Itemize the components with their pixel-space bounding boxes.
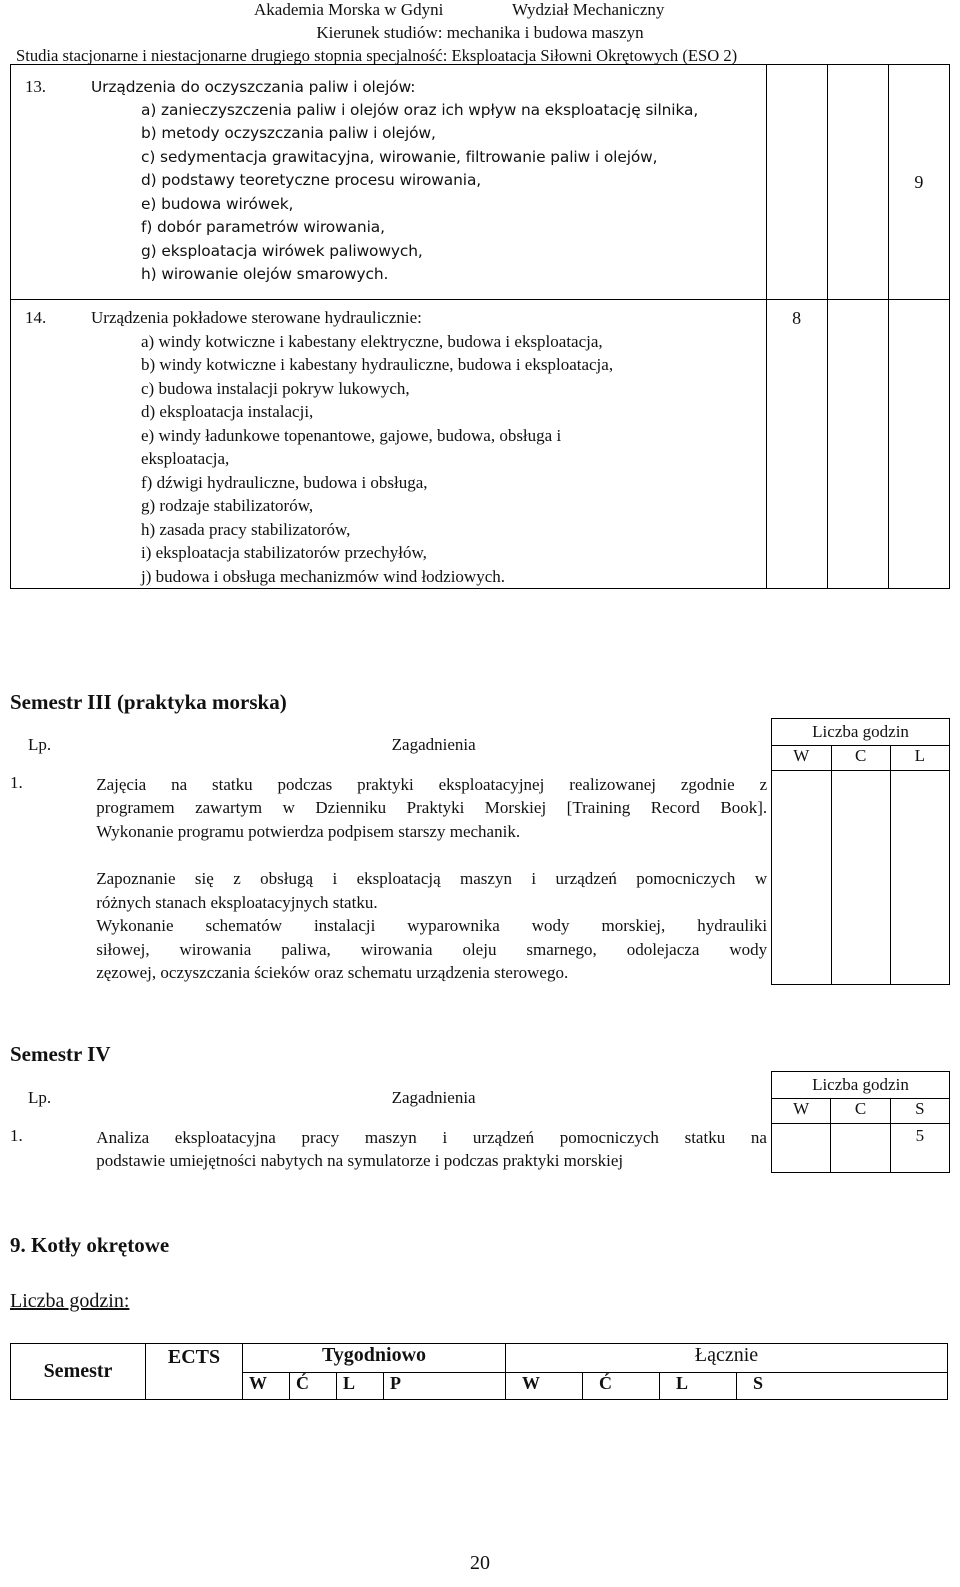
topic-item: eksploatacja, [141, 449, 230, 468]
topic-item: f) dobór parametrów wirowania, [141, 218, 385, 236]
col-w: W [771, 1099, 830, 1124]
weekly-c: Ć [290, 1373, 337, 1400]
topic-item: i) eksploatacja stabilizatorów przechyłów, [141, 543, 427, 562]
paragraph-line: Zajęcia na statku podczas praktyki eksploatacyjnej realizowanej zgodnie z [96, 774, 768, 794]
header-studies: Studia stacjonarne i niestacjonarne drugiego stopnia specjalność: Eksploatacja Siłowni Okrętowych (ESO 2) [16, 46, 738, 65]
topic-item: h) zasada pracy stabilizatorów, [141, 519, 351, 539]
ects-header: ECTS [146, 1344, 243, 1400]
semestr-header: Semestr [11, 1344, 146, 1400]
topic-cell-14 [11, 300, 767, 589]
paragraph-line: siłowej, wirowania paliwa, wirowania oleju smarnego, odolejacza wody [96, 939, 768, 959]
paragraph-line: Analiza eksploatacyjna pracy maszyn i urządzeń pomocniczych statku na [96, 1127, 767, 1147]
col-l: L [890, 746, 949, 771]
paragraph-line: różnych stanach eksploatacyjnych statku. [96, 892, 378, 912]
hours-s-value: 5 [890, 1124, 949, 1173]
hours-c-cell [831, 771, 890, 985]
topics-table [10, 64, 950, 589]
weekly-p: P [384, 1373, 506, 1400]
topic-item: b) metody oczyszczania paliw i olejów, [141, 124, 436, 142]
hours-table-header [11, 1344, 948, 1373]
hours-c-cell [827, 300, 888, 589]
topic-item: e) windy ładunkowe topenantowe, gajowe, budowa, obsługa i [141, 425, 562, 445]
topic-title: Urządzenia pokładowe sterowane hydraulicznie: [91, 308, 422, 327]
hours-c-value: 9 [888, 65, 949, 300]
weekly-l: L [337, 1373, 384, 1400]
paragraph-line: podstawie umiejętności nabytych na symulatorze i podczas praktyki morskiej [96, 1151, 624, 1170]
hours-table [10, 1343, 948, 1400]
topic-title: Urządzenia do oczyszczania paliw i olejów: [91, 78, 416, 96]
total-c: Ć [583, 1373, 660, 1400]
topic-item: f) dźwigi hydrauliczne, budowa i obsługa, [141, 472, 428, 492]
row-number: 1. [10, 1125, 23, 1145]
header-faculty: Wydział Mechaniczny [512, 0, 665, 19]
hours-c-cell [827, 65, 888, 300]
weekly-header: Tygodniowo [243, 1344, 506, 1373]
topic-item: g) eksploatacja wirówek paliwowych, [141, 241, 423, 260]
semester3-table [10, 718, 950, 985]
topic-row-14 [11, 300, 950, 589]
topic-item: a) windy kotwiczne i kabestany elektryczne, budowa i eksploatacja, [141, 331, 603, 351]
semester4-content [96, 1124, 771, 1173]
topic-number: 13. [25, 77, 46, 96]
lp-label: Lp. [28, 1087, 52, 1107]
total-s: S [737, 1373, 948, 1400]
semester4-header-row [10, 1072, 950, 1099]
header-field: Kierunek studiów: mechanika i budowa maszyn [316, 23, 644, 42]
page-number: 20 [470, 1552, 490, 1574]
total-header: Łącznie [506, 1344, 948, 1373]
hours-w-value: 8 [766, 300, 827, 589]
total-l: L [660, 1373, 737, 1400]
header-academy: Akademia Morska w Gdyni [254, 0, 444, 19]
section9-heading: 9. Kotły okrętowe [10, 1233, 170, 1257]
topic-item: j) budowa i obsługa mechanizmów wind łodziowych. [141, 566, 506, 586]
hours-l-cell [888, 300, 949, 589]
topic-row-13 [11, 65, 950, 300]
col-s: S [890, 1099, 949, 1124]
row-number: 1. [10, 772, 23, 792]
semester3-content [96, 771, 771, 985]
hours-label: Liczba godzin [771, 1072, 949, 1099]
weekly-w: W [243, 1373, 290, 1400]
topic-item: c) sedymentacja grawitacyjna, wirowanie, filtrowanie paliw i olejów, [141, 147, 658, 166]
hours-caption: Liczba godzin: [10, 1290, 130, 1312]
topic-number: 14. [25, 308, 47, 327]
hours-label: Liczba godzin [772, 719, 950, 746]
topics-label: Zagadnienia [391, 1087, 476, 1107]
hours-c-cell [831, 1124, 890, 1173]
col-w: W [772, 746, 831, 771]
paragraph-line: Wykonanie schematów instalacji wyparownika wody morskiej, hydrauliki [96, 916, 768, 935]
topic-item: a) zanieczyszczenia paliw i olejów oraz ich wpływ na eksploatację silnika, [141, 100, 699, 119]
total-w: W [506, 1373, 583, 1400]
topic-item: d) podstawy teoretyczne procesu wirowania, [141, 171, 482, 189]
topic-item: h) wirowanie olejów smarowych. [141, 265, 389, 283]
paragraph-line: programem zawartym w Dzienniku Praktyki Morskiej [Training Record Book]. [96, 798, 768, 817]
lp-label: Lp. [28, 734, 52, 754]
topic-cell-13 [11, 65, 767, 300]
col-c: C [831, 746, 890, 771]
hours-w-cell [766, 65, 827, 300]
col-c: C [831, 1099, 890, 1124]
semester4-heading: Semestr IV [10, 1042, 111, 1066]
hours-w-cell [772, 771, 831, 985]
semester3-heading: Semestr III (praktyka morska) [10, 690, 287, 714]
hours-w-cell [771, 1124, 830, 1173]
semester4-row [10, 1124, 950, 1173]
topic-item: d) eksploatacja instalacji, [141, 402, 314, 421]
hours-l-cell [890, 771, 949, 985]
semester3-header-row [10, 719, 950, 746]
paragraph-line: Zapoznanie się z obsługą i eksploatacją maszyn i urządzeń pomocniczych w [96, 869, 768, 888]
topic-item: b) windy kotwiczne i kabestany hydrauliczne, budowa i eksploatacja, [141, 355, 614, 374]
paragraph-line: zęzowej, oczyszczania ścieków oraz schematu urządzenia sterowego. [96, 963, 569, 982]
topic-item: e) budowa wirówek, [141, 194, 294, 213]
topics-label: Zagadnienia [391, 734, 476, 754]
semester4-table [10, 1071, 950, 1173]
paragraph-line: Wykonanie programu potwierdza podpisem starszy mechanik. [96, 821, 521, 841]
topic-item: c) budowa instalacji pokryw lukowych, [141, 378, 410, 398]
semester3-row [10, 771, 950, 985]
topic-item: g) rodzaje stabilizatorów, [141, 496, 314, 515]
